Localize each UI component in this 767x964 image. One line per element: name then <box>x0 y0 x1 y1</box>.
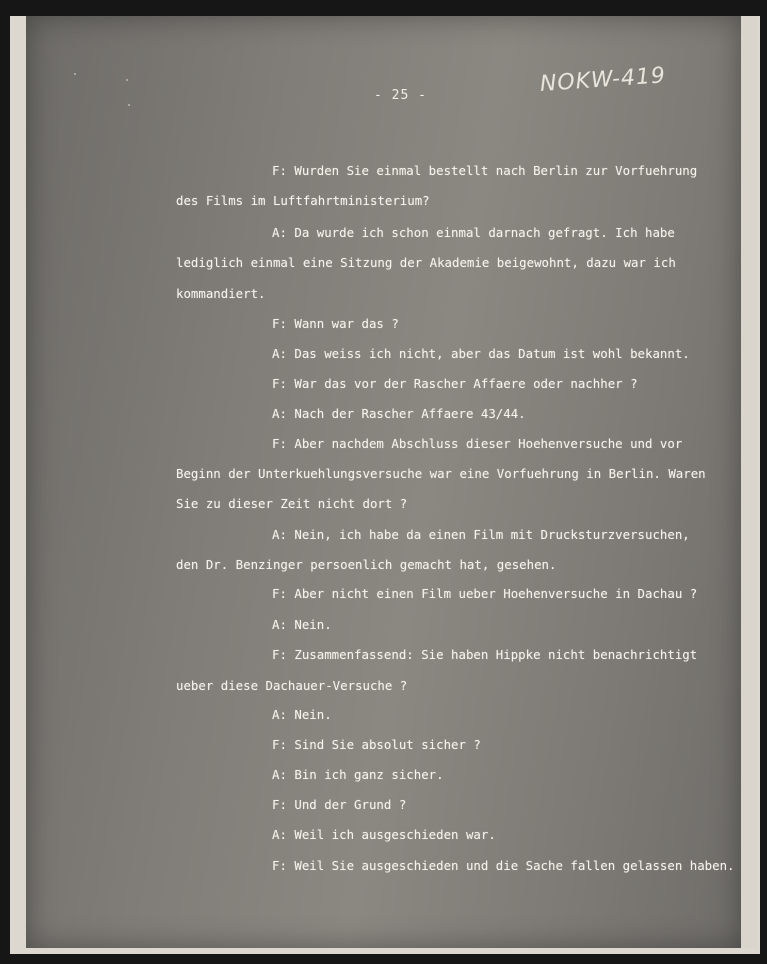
transcript-line: F: War das vor der Rascher Affaere oder nachher ? <box>272 376 638 391</box>
transcript-line: des Films im Luftfahrtministerium? <box>176 193 430 208</box>
transcript-line: A: Nein. <box>272 707 332 722</box>
transcript-line: A: Bin ich ganz sicher. <box>272 767 444 782</box>
dust-speck <box>74 73 76 75</box>
transcript-line: F: Und der Grund ? <box>272 797 407 812</box>
dust-speck <box>128 104 130 106</box>
transcript-line: A: Nein, ich habe da einen Film mit Drucksturzversuchen, <box>272 527 690 542</box>
transcript-line: F: Weil Sie ausgeschieden und die Sache fallen gelassen haben. <box>272 858 735 873</box>
document-code: NOKW-419 <box>539 63 667 97</box>
transcript-line: ueber diese Dachauer-Versuche ? <box>176 678 408 693</box>
dust-speck <box>126 79 128 81</box>
transcript-line: F: Wurden Sie einmal bestellt nach Berlin zur Vorfuehrung <box>272 163 698 178</box>
transcript-line: A: Das weiss ich nicht, aber das Datum ist wohl bekannt. <box>272 346 690 361</box>
transcript-line: lediglich einmal eine Sitzung der Akademie beigewohnt, dazu war ich <box>176 255 676 270</box>
page-edge <box>741 16 757 948</box>
transcript-line: F: Zusammenfassend: Sie haben Hippke nicht benachrichtigt <box>272 647 698 662</box>
transcript-line: Sie zu dieser Zeit nicht dort ? <box>176 496 408 511</box>
transcript-line: kommandiert. <box>176 286 266 301</box>
transcript-line: Beginn der Unterkuehlungsversuche war eine Vorfuehrung in Berlin. Waren <box>176 466 706 481</box>
transcript-line: F: Aber nachdem Abschluss dieser Hoehenversuche und vor <box>272 436 683 451</box>
transcript-line: F: Wann war das ? <box>272 316 399 331</box>
transcript-line: A: Nein. <box>272 617 332 632</box>
transcript-line: F: Aber nicht einen Film ueber Hoehenversuche in Dachau ? <box>272 586 698 601</box>
transcript-line: den Dr. Benzinger persoenlich gemacht hat, gesehen. <box>176 557 557 572</box>
transcript-line: A: Nach der Rascher Affaere 43/44. <box>272 406 526 421</box>
page-number: - 25 - <box>374 88 427 103</box>
transcript-line: A: Weil ich ausgeschieden war. <box>272 827 496 842</box>
transcript-line: A: Da wurde ich schon einmal darnach gefragt. Ich habe <box>272 225 675 240</box>
transcript-line: F: Sind Sie absolut sicher ? <box>272 737 481 752</box>
